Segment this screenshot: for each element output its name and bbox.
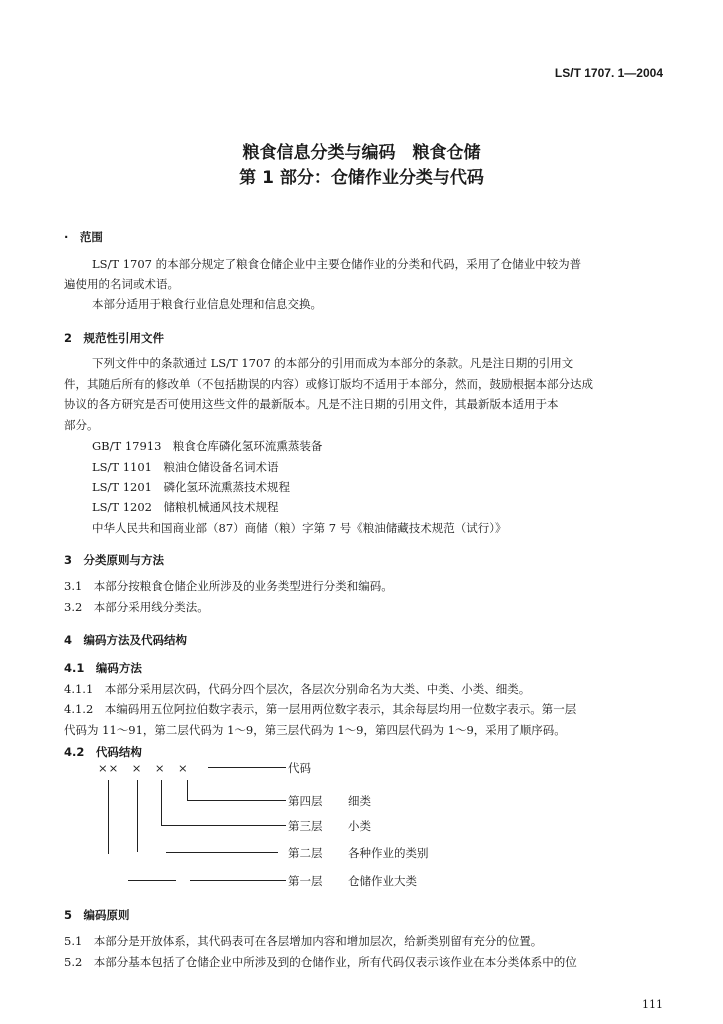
clause-4-1-1: 4.1.1 本部分采用层次码，代码分四个层次，各层次分别命名为大类、中类、小类、细类。 bbox=[64, 682, 531, 696]
section-1-paragraph-line: 遍使用的名词或术语。 bbox=[64, 277, 179, 291]
clause-4-1-2-line: 代码为 11～91，第二层代码为 1～9，第三层代码为 1～9，第四层代码为 1～9，采用了顺序码。 bbox=[64, 723, 566, 737]
layer1-connector bbox=[128, 880, 176, 881]
code-digit-marks: ×× × × × bbox=[98, 761, 189, 775]
layer4-name: 细类 bbox=[348, 794, 371, 808]
standard-number: LS/T 1707. 1—2004 bbox=[554, 66, 663, 80]
reference-item: LS/T 1202 储粮机械通风技术规程 bbox=[92, 500, 279, 514]
document-title-line1: 粮食信息分类与编码 粮食仓储 bbox=[242, 143, 481, 163]
layer4-label: 第四层 bbox=[288, 794, 323, 808]
layer3-connector bbox=[161, 780, 162, 825]
layer2-label: 第二层 bbox=[288, 846, 323, 860]
clause-5-1: 5.1 本部分是开放体系，其代码表可在各层增加内容和增加层次，给新类别留有充分的位置。 bbox=[64, 934, 543, 948]
section-5-heading: 5 编码原则 bbox=[64, 908, 130, 922]
reference-item: LS/T 1201 磷化氢环流熏蒸技术规程 bbox=[92, 480, 290, 494]
section-2-paragraph-line: 协议的各方研究是否可使用这些文件的最新版本。凡是不注日期的引用文件，其最新版本适用于本 bbox=[64, 397, 559, 411]
layer3-label: 第三层 bbox=[288, 819, 323, 833]
clause-4-1-2-line: 4.1.2 本编码用五位阿拉伯数字表示，第一层用两位数字表示，其余每层均用一位数字表示。第一层 bbox=[64, 702, 577, 716]
code-connector bbox=[208, 767, 286, 768]
layer1-label: 第一层 bbox=[288, 874, 323, 888]
section-1-heading: · 范围 bbox=[64, 230, 103, 244]
clause-3-2: 3.2 本部分采用线分类法。 bbox=[64, 600, 209, 614]
section-2-paragraph-line: 部分。 bbox=[64, 418, 99, 432]
layer1-connector bbox=[190, 880, 286, 881]
section-1-paragraph-line: 本部分适用于粮食行业信息处理和信息交换。 bbox=[92, 297, 322, 311]
clause-3-1: 3.1 本部分按粮食仓储企业所涉及的业务类型进行分类和编码。 bbox=[64, 579, 393, 593]
reference-item: 中华人民共和国商业部（87）商储（粮）字第 7 号《粮油储藏技术规范（试行）》 bbox=[92, 521, 507, 535]
clause-4-2-heading: 4.2 代码结构 bbox=[64, 745, 142, 759]
layer4-connector bbox=[187, 780, 188, 800]
layer3-name: 小类 bbox=[348, 819, 371, 833]
reference-item: GB/T 17913 粮食仓库磷化氢环流熏蒸装备 bbox=[92, 439, 323, 453]
section-3-heading: 3 分类原则与方法 bbox=[64, 553, 165, 567]
clause-5-2: 5.2 本部分基本包括了仓储企业中所涉及到的仓储作业，所有代码仅表示该作业在本分类体系中的位 bbox=[64, 955, 577, 969]
layer2-name: 各种作业的类别 bbox=[348, 846, 429, 860]
section-4-heading: 4 编码方法及代码结构 bbox=[64, 633, 188, 647]
section-1-paragraph-line: LS/T 1707 的本部分规定了粮食仓储企业中主要仓储作业的分类和代码，采用了仓储业中较为普 bbox=[92, 257, 582, 271]
layer3-connector bbox=[161, 825, 286, 826]
layer4-connector bbox=[187, 800, 286, 801]
document-title-line2: 第 1 部分：仓储作业分类与代码 bbox=[239, 168, 484, 188]
reference-item: LS/T 1101 粮油仓储设备名词术语 bbox=[92, 460, 279, 474]
page-number: 111 bbox=[642, 998, 663, 1011]
layer1-connector bbox=[108, 780, 109, 854]
section-2-paragraph-line: 下列文件中的条款通过 LS/T 1707 的本部分的引用而成为本部分的条款。凡是注日期的引用文 bbox=[92, 356, 574, 370]
layer2-connector bbox=[137, 780, 138, 852]
layer1-name: 仓储作业大类 bbox=[348, 874, 417, 888]
section-2-heading: 2 规范性引用文件 bbox=[64, 331, 165, 345]
section-2-paragraph-line: 件，其随后所有的修改单（不包括勘误的内容）或修订版均不适用于本部分，然而，鼓励根据本部分达成 bbox=[64, 377, 593, 391]
code-label: 代码 bbox=[288, 761, 311, 775]
layer2-connector bbox=[166, 852, 278, 853]
clause-4-1-heading: 4.1 编码方法 bbox=[64, 661, 142, 675]
